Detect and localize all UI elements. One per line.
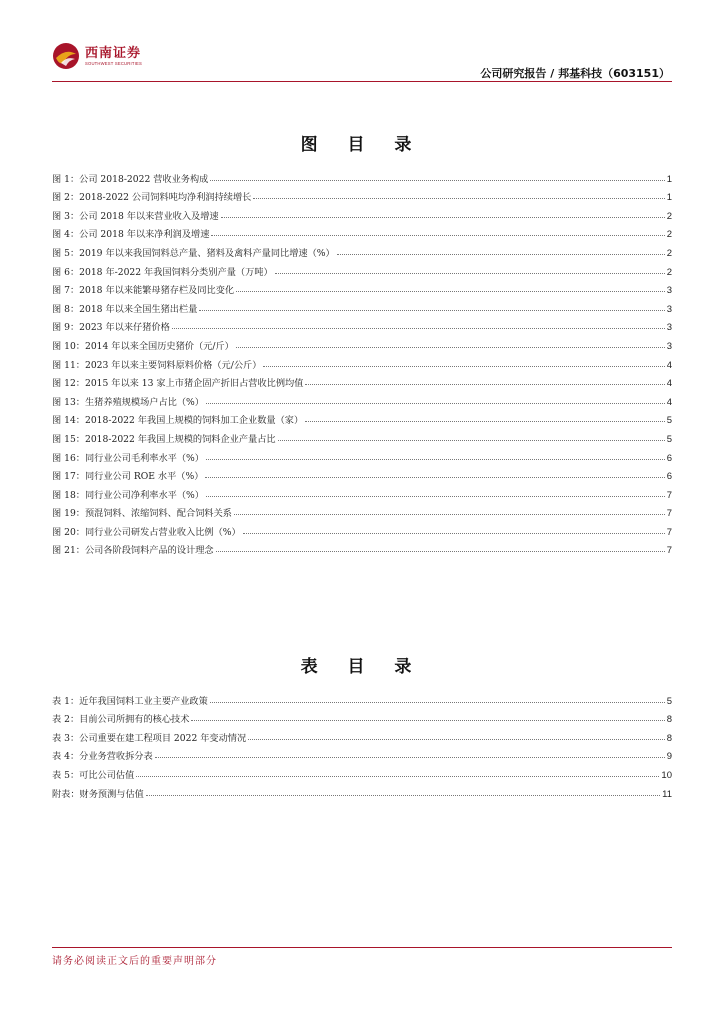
header-divider	[52, 81, 672, 82]
figure-toc-entry-label: 图 3：公司 2018 年以来营业收入及增速	[52, 210, 219, 222]
table-toc-entry[interactable]	[52, 725, 672, 744]
figure-toc-entry-page-number: 1	[666, 173, 672, 185]
figure-toc-entry[interactable]	[52, 389, 672, 408]
figure-toc-entry-page-number: 6	[666, 452, 672, 464]
figure-toc-entry-page-number: 3	[666, 340, 672, 352]
figure-toc-entry-label: 图 12：2015 年以来 13 家上市猪企固产折旧占营收比例均值	[52, 378, 304, 390]
table-toc-entry-label: 表 4：分业务营收拆分表	[52, 751, 153, 763]
figure-toc-entry-label: 图 13：生猪养殖规模场户占比（%）	[52, 396, 204, 408]
footer-divider	[52, 947, 672, 948]
dot-leader	[206, 403, 665, 404]
figure-toc-entry-page-number: 2	[666, 247, 672, 259]
figure-toc-entry-page-number: 7	[666, 489, 672, 501]
dot-leader	[210, 180, 664, 181]
table-toc-entry-label: 表 1：近年我国饲料工业主要产业政策	[52, 695, 208, 707]
figure-toc-entry-label: 图 2：2018-2022 公司饲料吨均净利润持续增长	[52, 192, 252, 204]
figure-toc-entry[interactable]	[52, 464, 672, 483]
figure-toc-entry-page-number: 4	[666, 359, 672, 371]
figure-toc-entry-page-number: 7	[666, 526, 672, 538]
figure-toc-entry-page-number: 1	[666, 192, 672, 204]
dot-leader	[236, 291, 665, 292]
table-toc-entry-label: 表 5：可比公司估值	[52, 769, 135, 781]
figure-toc-entry[interactable]	[52, 501, 672, 520]
figure-toc-entry-page-number: 4	[666, 396, 672, 408]
footer-disclaimer: 请务必阅读正文后的重要声明部分	[52, 956, 217, 967]
tables-section-title: 表 目 录	[300, 657, 424, 677]
figure-toc-entry[interactable]	[52, 445, 672, 464]
figure-toc-entry-label: 图 14：2018-2022 年我国上规模的饲料加工企业数量（家）	[52, 415, 304, 427]
figure-toc-entry-page-number: 3	[666, 303, 672, 315]
figure-toc-entry-label: 图 1：公司 2018-2022 营收业务构成	[52, 173, 209, 185]
dot-leader	[210, 702, 665, 703]
table-toc-entry[interactable]	[52, 781, 672, 800]
tables-toc-list	[52, 688, 672, 800]
figure-toc-entry-page-number: 2	[666, 266, 672, 278]
figure-toc-entry-label: 图 18：同行业公司净利率水平（%）	[52, 489, 204, 501]
figure-toc-entry[interactable]	[52, 259, 672, 278]
figures-toc-list	[52, 166, 672, 556]
table-toc-entry[interactable]	[52, 762, 672, 781]
figure-toc-entry[interactable]	[52, 185, 672, 204]
figure-toc-entry-page-number: 3	[666, 285, 672, 297]
figure-toc-entry-page-number: 5	[666, 433, 672, 445]
figure-toc-entry[interactable]	[52, 315, 672, 334]
page-header	[52, 38, 672, 82]
figures-section-title: 图 目 录	[300, 135, 424, 155]
dot-leader	[155, 757, 665, 758]
figure-toc-entry-label: 图 7：2018 年以来能繁母猪存栏及同比变化	[52, 285, 235, 297]
table-toc-entry[interactable]	[52, 744, 672, 763]
figure-toc-entry[interactable]	[52, 538, 672, 557]
dot-leader	[236, 347, 665, 348]
figure-toc-entry-label: 图 21：公司各阶段饲料产品的设计理念	[52, 545, 214, 557]
figure-toc-entry-label: 图 6：2018 年-2022 年我国饲料分类别产量（万吨）	[52, 266, 273, 278]
dot-leader	[205, 477, 664, 478]
figure-toc-entry[interactable]	[52, 426, 672, 445]
table-toc-entry-page-number: 5	[666, 695, 672, 707]
figure-toc-entry[interactable]	[52, 278, 672, 297]
figure-toc-entry[interactable]	[52, 482, 672, 501]
figure-toc-entry[interactable]	[52, 371, 672, 390]
table-toc-entry[interactable]	[52, 688, 672, 707]
dot-leader	[234, 514, 665, 515]
report-title: 公司研究报告 / 邦基科技（603151）	[480, 67, 670, 80]
table-toc-entry[interactable]	[52, 707, 672, 726]
figure-toc-entry-label: 图 10：2014 年以来全国历史猪价（元/斤）	[52, 340, 234, 352]
dot-leader	[136, 776, 659, 777]
dot-leader	[263, 366, 664, 367]
dot-leader	[172, 328, 665, 329]
dot-leader	[248, 739, 665, 740]
figure-toc-entry-label: 图 19：预混饲料、浓缩饲料、配合饲料关系	[52, 508, 232, 520]
table-toc-entry-page-number: 10	[661, 769, 672, 781]
figure-toc-entry-page-number: 4	[666, 378, 672, 390]
figure-toc-entry-label: 图 16：同行业公司毛利率水平（%）	[52, 452, 204, 464]
dot-leader	[211, 235, 664, 236]
dot-leader	[216, 551, 665, 552]
figure-toc-entry-page-number: 7	[666, 508, 672, 520]
figure-toc-entry-label: 图 17：同行业公司 ROE 水平（%）	[52, 471, 204, 483]
table-toc-entry-label: 附表：财务预测与估值	[52, 788, 144, 800]
figure-toc-entry[interactable]	[52, 203, 672, 222]
dot-leader	[206, 459, 665, 460]
figure-toc-entry-page-number: 5	[666, 415, 672, 427]
dot-leader	[199, 310, 664, 311]
dot-leader	[146, 795, 660, 796]
figure-toc-entry-page-number: 6	[666, 471, 672, 483]
dot-leader	[221, 217, 665, 218]
figure-toc-entry-label: 图 8：2018 年以来全国生猪出栏量	[52, 303, 198, 315]
table-toc-entry-page-number: 8	[666, 714, 672, 726]
table-toc-entry-page-number: 11	[662, 788, 672, 800]
figure-toc-entry[interactable]	[52, 296, 672, 315]
dot-leader	[206, 496, 665, 497]
logo-english-name: SOUTHWEST SECURITIES	[85, 60, 142, 66]
figure-toc-entry-label: 图 20：同行业公司研发占营业收入比例（%）	[52, 526, 241, 538]
dot-leader	[305, 421, 665, 422]
dot-leader	[191, 720, 664, 721]
figure-toc-entry-page-number: 2	[666, 229, 672, 241]
figure-toc-entry[interactable]	[52, 333, 672, 352]
table-toc-entry-label: 表 3：公司重要在建工程项目 2022 年变动情况	[52, 732, 247, 744]
figure-toc-entry-label: 图 15：2018-2022 年我国上规模的饲料企业产量占比	[52, 433, 276, 445]
dot-leader	[243, 533, 665, 534]
dot-leader	[275, 273, 665, 274]
table-toc-entry-page-number: 8	[666, 732, 672, 744]
logo-chinese-name: 西南证券	[85, 45, 142, 61]
dot-leader	[305, 384, 664, 385]
figure-toc-entry-page-number: 7	[666, 545, 672, 557]
figure-toc-entry[interactable]	[52, 352, 672, 371]
company-logo	[52, 42, 142, 70]
figure-toc-entry-label: 图 4：公司 2018 年以来净利润及增速	[52, 229, 210, 241]
dot-leader	[278, 440, 665, 441]
dot-leader	[337, 254, 665, 255]
figure-toc-entry[interactable]	[52, 408, 672, 427]
table-toc-entry-page-number: 9	[666, 751, 672, 763]
figure-toc-entry-label: 图 9：2023 年以来仔猪价格	[52, 322, 170, 334]
dot-leader	[253, 198, 664, 199]
figure-toc-entry[interactable]	[52, 240, 672, 259]
figure-toc-entry[interactable]	[52, 519, 672, 538]
figure-toc-entry-label: 图 11：2023 年以来主要饲料原料价格（元/公斤）	[52, 359, 262, 371]
table-toc-entry-label: 表 2：目前公司所拥有的核心技术	[52, 714, 190, 726]
figure-toc-entry-page-number: 3	[666, 322, 672, 334]
figure-toc-entry-label: 图 5：2019 年以来我国饲料总产量、猪料及禽料产量同比增速（%）	[52, 247, 335, 259]
figure-toc-entry-page-number: 2	[666, 210, 672, 222]
figure-toc-entry[interactable]	[52, 222, 672, 241]
figure-toc-entry[interactable]	[52, 166, 672, 185]
logo-emblem-icon	[52, 42, 80, 70]
